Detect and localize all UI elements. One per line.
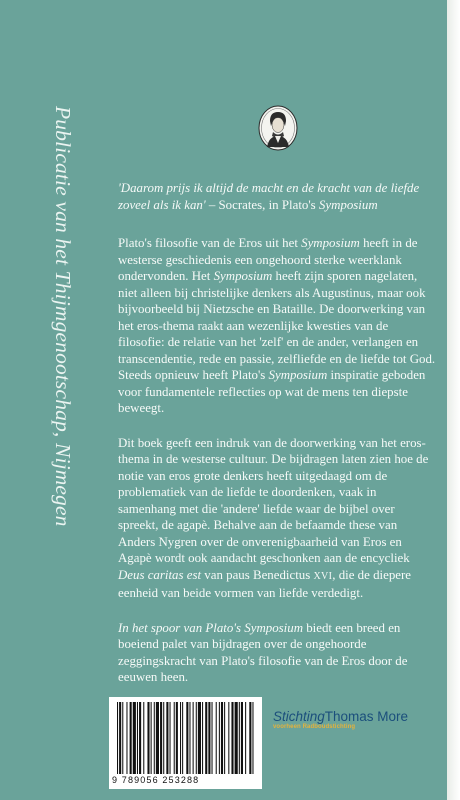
paragraph-3 <box>118 620 436 686</box>
text-run: Plato's filosofie van de Eros uit het <box>118 236 302 250</box>
barcode-bars <box>117 702 254 774</box>
publisher-name-part2: Thomas More <box>324 709 409 724</box>
text-run: biedt een breed en boeiend palet van bijdragen over de ongehoorde zeggingskracht van Plato's filosofie van de Eros door de eeuwen heen. <box>118 620 408 684</box>
title-run: Symposium <box>301 236 360 250</box>
title-run: In het spoor van Plato's Symposium <box>118 620 304 635</box>
text-run: , die de diepere eenheid van beide vormen van liefde verdedigt. <box>118 567 412 600</box>
barcode-number: 9 789056 253288 <box>112 775 200 785</box>
title-run: Symposium <box>213 269 273 283</box>
isbn-barcode <box>109 697 262 789</box>
publisher-logo <box>273 709 408 730</box>
epigraph <box>118 180 436 213</box>
title-run: Symposium <box>268 368 328 382</box>
quote-text: 'Daarom prijs ik altijd de macht en de kracht van de liefde zoveel als ik kan' <box>118 181 420 212</box>
publisher-name-part1: Stichting <box>273 709 325 724</box>
text-run: Dit boek geeft een indruk van de doorwerking van het eros-thema in de westerse cultuur. De bijdragen laten zien hoe de notie van eros grote denkers heeft uitgedaagd om de problematiek van de liefde te doordenken, vaak in samenhang met die 'andere' liefde waar de bijbel over spreekt, de agapè. Behalve aan de befaamde these van Anders Nygren over de onverenigbaarheid van Eros en Agapè wordt ook aandacht geschonken aan de encycliek <box>118 435 429 565</box>
quote-work: Symposium <box>318 197 378 212</box>
portrait-engraving-icon <box>258 105 298 151</box>
paragraph-1 <box>118 235 436 417</box>
text-run: heeft zijn sporen nagelaten, niet alleen bij christelijke denkers als Augustinus, maar ook bijvoorbeeld bij Nietzsche en Bataille. De doorwerking van het eros-thema raakt aan wezenlijke kwesties van de filosofie: de relatie van het 'zelf' en de ander, verlangen en transcendentie, rede en passie, zelfliefde en de liefde tot God. Steeds opnieuw heeft Plato's <box>118 269 436 382</box>
roman-numeral: XVI <box>313 570 333 582</box>
publisher-name <box>273 709 408 724</box>
back-cover-text <box>118 180 436 704</box>
text-run: inspiratie geboden voor fundamentele reflecties op wat de mens ten diepste beweegt. <box>118 368 426 415</box>
quote-attribution: – Socrates, in Plato's <box>205 197 319 212</box>
title-run: Deus caritas est <box>118 567 202 582</box>
spine-series-title: Publicatie van het Thijmgenootschap, Nijmegen <box>51 106 75 527</box>
text-run: van paus Benedictus <box>201 567 314 582</box>
page-edge <box>447 0 460 800</box>
publisher-subtitle: voorheen Radboudstichting <box>273 724 356 730</box>
paragraph-2 <box>118 435 436 602</box>
text-run: heeft in de westerse geschiedenis een ongehoord sterke weerklank ondervonden. Het <box>118 236 418 283</box>
